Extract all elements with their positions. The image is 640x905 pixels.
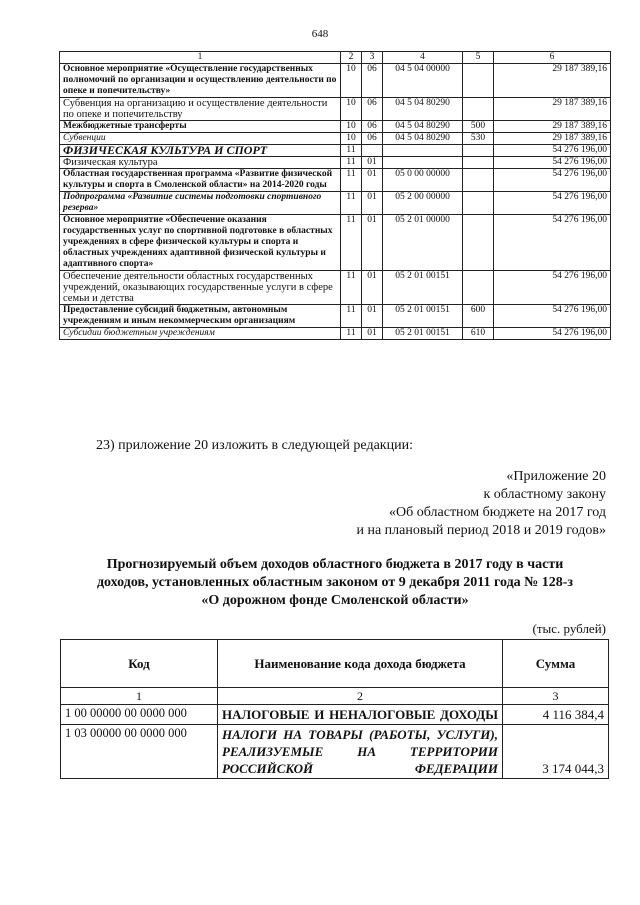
page-number: 648 bbox=[311, 28, 329, 40]
target-article-code: 04 5 04 00000 bbox=[383, 64, 463, 98]
section-code: 11 bbox=[341, 328, 362, 340]
budget-item-name: Субсидии бюджетным учреждениям bbox=[60, 328, 341, 340]
subsection-code: 01 bbox=[362, 157, 383, 169]
target-article-code bbox=[383, 157, 463, 169]
amount: 54 276 196,00 bbox=[494, 192, 611, 215]
amount: 29 187 389,16 bbox=[494, 64, 611, 98]
expense-type-code bbox=[463, 145, 494, 157]
target-article-code: 05 2 01 00000 bbox=[383, 215, 463, 271]
amendment-paragraph: 23) приложение 20 изложить в следующей редакции: bbox=[96, 438, 413, 453]
section-code: 11 bbox=[341, 215, 362, 271]
subsection-code: 06 bbox=[362, 121, 383, 133]
document-title bbox=[60, 556, 610, 610]
col-number: 3 bbox=[503, 688, 609, 705]
section-code: 11 bbox=[341, 157, 362, 169]
target-article-code: 05 2 00 00000 bbox=[383, 192, 463, 215]
target-article-code: 05 0 00 00000 bbox=[383, 169, 463, 192]
budget-item-name: ФИЗИЧЕСКАЯ КУЛЬТУРА И СПОРТ bbox=[60, 145, 341, 157]
subsection-code: 01 bbox=[362, 305, 383, 328]
budget-item-name: Областная государственная программа «Развитие физической культуры и спорта в Смоленской области» на 2014-2020 годы bbox=[60, 169, 341, 192]
section-code: 11 bbox=[341, 169, 362, 192]
budget-item-name: Основное мероприятие «Обеспечение оказания государственных услуг по спортивной подготовке в областных учреждениях в сфере физической культуры и спорта и областных учреждениях адаптивной физической культуры и адаптивного спорта» bbox=[60, 215, 341, 271]
table-row bbox=[60, 328, 611, 340]
header-cell: 3 bbox=[362, 52, 383, 64]
expense-type-code: 530 bbox=[463, 133, 494, 145]
table-row bbox=[60, 145, 611, 157]
expense-type-code bbox=[463, 169, 494, 192]
expense-type-code bbox=[463, 157, 494, 169]
expense-type-code: 500 bbox=[463, 121, 494, 133]
col-number: 1 bbox=[61, 688, 218, 705]
title-line: «О дорожном фонде Смоленской области» bbox=[201, 593, 469, 608]
subsection-code: 01 bbox=[362, 328, 383, 340]
subsection-code: 06 bbox=[362, 64, 383, 98]
table-row bbox=[60, 64, 611, 98]
table-row bbox=[60, 157, 611, 169]
subsection-code: 06 bbox=[362, 133, 383, 145]
subsection-code: 01 bbox=[362, 169, 383, 192]
target-article-code bbox=[383, 145, 463, 157]
expense-type-code bbox=[463, 64, 494, 98]
table-row bbox=[61, 705, 609, 725]
title-line: доходов, установленных областным законом от 9 декабря 2011 года № 128-з bbox=[96, 575, 574, 590]
budget-table bbox=[59, 51, 611, 340]
subsection-code: 06 bbox=[362, 98, 383, 121]
budget-item-name: Обеспечение деятельности областных государственных учреждений, оказывающих государственные услуги в сфере семьи и детства bbox=[60, 271, 341, 305]
income-table-header bbox=[61, 640, 609, 688]
appendix-line: «Приложение 20 bbox=[506, 469, 606, 484]
income-table bbox=[60, 639, 609, 779]
appendix-line: к областному закону bbox=[483, 487, 606, 502]
table-row bbox=[61, 725, 609, 779]
amount: 54 276 196,00 bbox=[494, 305, 611, 328]
income-name: НАЛОГИ НА ТОВАРЫ (РАБОТЫ, УСЛУГИ), РЕАЛИЗУЕМЫЕ НА ТЕРРИТОРИИ РОССИЙСКОЙ ФЕДЕРАЦИИ bbox=[218, 725, 503, 779]
amount: 29 187 389,16 bbox=[494, 133, 611, 145]
income-sum: 4 116 384,4 bbox=[503, 705, 609, 725]
target-article-code: 05 2 01 00151 bbox=[383, 271, 463, 305]
income-code: 1 03 00000 00 0000 000 bbox=[61, 725, 218, 779]
income-code: 1 00 00000 00 0000 000 bbox=[61, 705, 218, 725]
budget-item-name: Субвенция на организацию и осуществление деятельности по опеке и попечительству bbox=[60, 98, 341, 121]
appendix-line: «Об областном бюджете на 2017 год bbox=[389, 505, 606, 520]
col-number: 2 bbox=[218, 688, 503, 705]
subsection-code: 01 bbox=[362, 215, 383, 271]
income-name: НАЛОГОВЫЕ И НЕНАЛОГОВЫЕ ДОХОДЫ bbox=[218, 705, 503, 725]
budget-item-name: Физическая культура bbox=[60, 157, 341, 169]
income-table-col-numbers bbox=[61, 688, 609, 705]
appendix-reference bbox=[226, 468, 606, 540]
header-cell: 2 bbox=[341, 52, 362, 64]
subsection-code bbox=[362, 145, 383, 157]
budget-item-name: Основное мероприятие «Осуществление государственных полномочий по организации и осуществлению деятельности по опеке и попечительству» bbox=[60, 64, 341, 98]
target-article-code: 04 5 04 80290 bbox=[383, 98, 463, 121]
section-code: 10 bbox=[341, 64, 362, 98]
budget-item-name: Предоставление субсидий бюджетным, автономным учреждениям и иным некоммерческим организациям bbox=[60, 305, 341, 328]
expense-type-code bbox=[463, 192, 494, 215]
appendix-line: и на плановый период 2018 и 2019 годов» bbox=[356, 523, 606, 538]
target-article-code: 05 2 01 00151 bbox=[383, 305, 463, 328]
budget-item-name: Межбюджетные трансферты bbox=[60, 121, 341, 133]
header-cell: 5 bbox=[463, 52, 494, 64]
expense-type-code: 610 bbox=[463, 328, 494, 340]
title-line: Прогнозируемый объем доходов областного бюджета в 2017 году в части bbox=[106, 557, 564, 572]
header-name: Наименование кода дохода бюджета bbox=[218, 640, 503, 688]
target-article-code: 04 5 04 80290 bbox=[383, 121, 463, 133]
expense-type-code bbox=[463, 271, 494, 305]
amount: 54 276 196,00 bbox=[494, 328, 611, 340]
budget-item-name: Подпрограмма «Развитие системы подготовки спортивного резерва» bbox=[60, 192, 341, 215]
amount: 29 187 389,16 bbox=[494, 98, 611, 121]
amount: 54 276 196,00 bbox=[494, 157, 611, 169]
amount: 29 187 389,16 bbox=[494, 121, 611, 133]
header-code: Код bbox=[61, 640, 218, 688]
section-code: 11 bbox=[341, 192, 362, 215]
table-row bbox=[60, 271, 611, 305]
table-row bbox=[60, 121, 611, 133]
expense-type-code: 600 bbox=[463, 305, 494, 328]
section-code: 10 bbox=[341, 133, 362, 145]
table-row bbox=[60, 305, 611, 328]
subsection-code: 01 bbox=[362, 192, 383, 215]
income-sum: 3 174 044,3 bbox=[503, 725, 609, 779]
amount: 54 276 196,00 bbox=[494, 215, 611, 271]
units-label: (тыс. рублей) bbox=[532, 621, 606, 636]
table-row bbox=[60, 215, 611, 271]
table-row bbox=[60, 169, 611, 192]
target-article-code: 05 2 01 00151 bbox=[383, 328, 463, 340]
header-cell: 1 bbox=[60, 52, 341, 64]
amount: 54 276 196,00 bbox=[494, 271, 611, 305]
header-cell: 6 bbox=[494, 52, 611, 64]
expense-type-code bbox=[463, 98, 494, 121]
expense-type-code bbox=[463, 215, 494, 271]
amount: 54 276 196,00 bbox=[494, 169, 611, 192]
section-code: 11 bbox=[341, 305, 362, 328]
section-code: 10 bbox=[341, 121, 362, 133]
section-code: 11 bbox=[341, 145, 362, 157]
table-row bbox=[60, 98, 611, 121]
header-cell: 4 bbox=[383, 52, 463, 64]
header-sum: Сумма bbox=[503, 640, 609, 688]
section-code: 10 bbox=[341, 98, 362, 121]
table-row bbox=[60, 192, 611, 215]
amount: 54 276 196,00 bbox=[494, 145, 611, 157]
target-article-code: 04 5 04 80290 bbox=[383, 133, 463, 145]
section-code: 11 bbox=[341, 271, 362, 305]
subsection-code: 01 bbox=[362, 271, 383, 305]
budget-table-header bbox=[60, 52, 611, 64]
budget-item-name: Субвенции bbox=[60, 133, 341, 145]
